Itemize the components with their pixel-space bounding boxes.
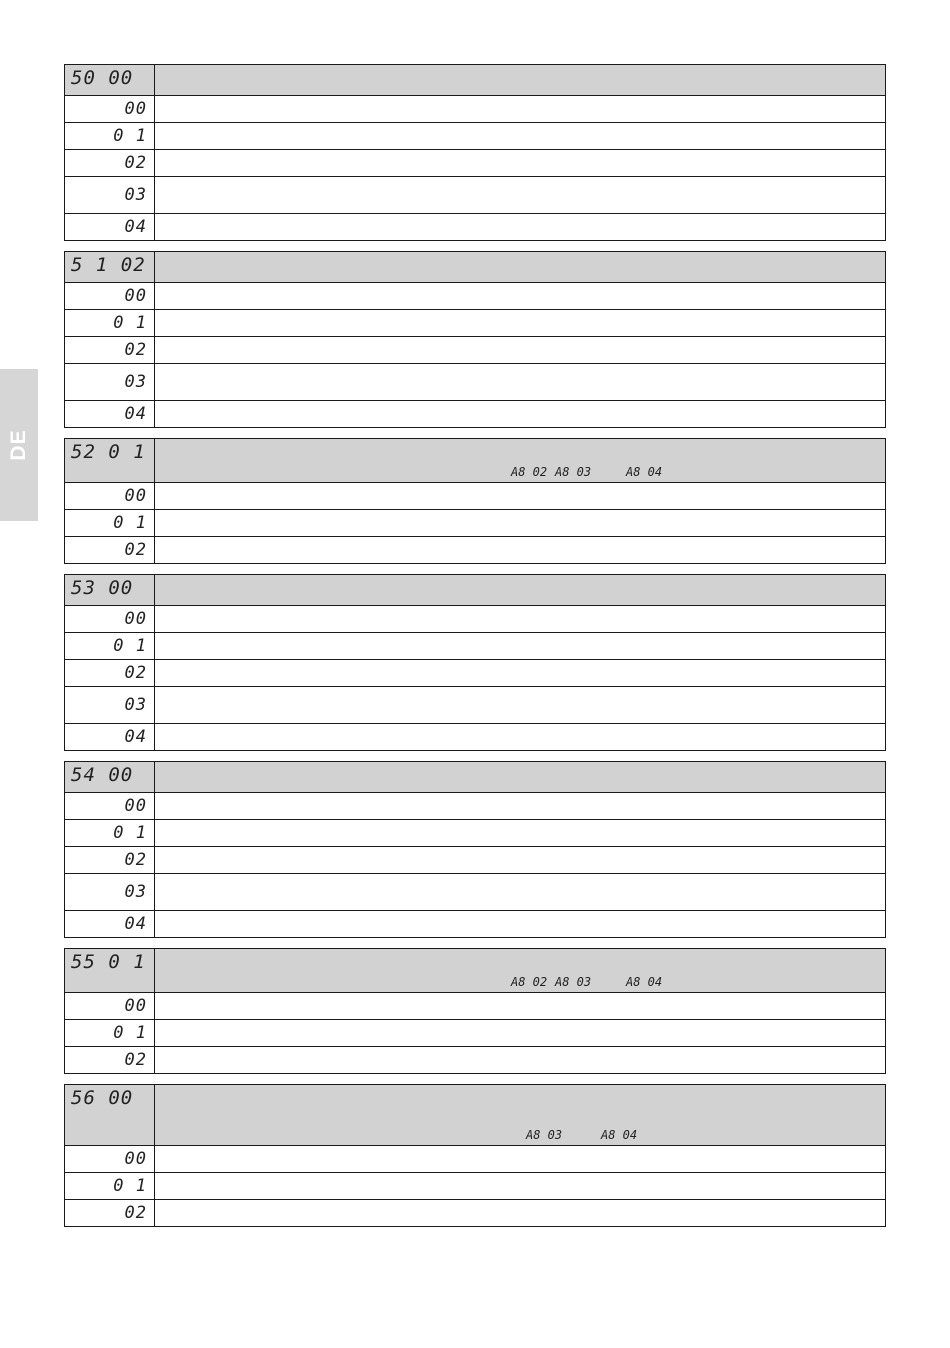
option-value: 0 1 (65, 1020, 155, 1047)
option-description (155, 1020, 886, 1047)
parameter-code: 53 00 (65, 575, 155, 606)
parameter-reference: A8 03 (526, 1128, 563, 1142)
option-row (65, 1200, 886, 1227)
option-value: 0 1 (65, 510, 155, 537)
option-description (155, 483, 886, 510)
option-description (155, 337, 886, 364)
parameter-description (155, 949, 886, 993)
option-row (65, 847, 886, 874)
option-value: 02 (65, 1047, 155, 1074)
option-description (155, 993, 886, 1020)
parameter-table (64, 948, 886, 1074)
option-description (155, 150, 886, 177)
option-row (65, 96, 886, 123)
option-description (155, 1173, 886, 1200)
option-row (65, 820, 886, 847)
parameter-description (155, 65, 886, 96)
language-tab (0, 369, 38, 521)
option-description (155, 214, 886, 241)
option-description (155, 874, 886, 911)
parameter-header-row (65, 575, 886, 606)
parameter-table (64, 574, 886, 751)
option-value: 02 (65, 1200, 155, 1227)
option-description (155, 606, 886, 633)
parameter-table (64, 251, 886, 428)
option-row (65, 1020, 886, 1047)
option-description (155, 537, 886, 564)
option-value: 00 (65, 283, 155, 310)
option-value: 03 (65, 687, 155, 724)
option-value: 02 (65, 150, 155, 177)
option-description (155, 820, 886, 847)
option-value: 00 (65, 96, 155, 123)
parameter-code: 52 0 1 (65, 439, 155, 483)
option-value: 0 1 (65, 310, 155, 337)
option-value: 03 (65, 874, 155, 911)
parameter-description (155, 439, 886, 483)
parameter-description (155, 252, 886, 283)
option-value: 00 (65, 993, 155, 1020)
option-value: 0 1 (65, 1173, 155, 1200)
option-row (65, 1173, 886, 1200)
option-value: 00 (65, 606, 155, 633)
parameter-tables (64, 64, 886, 1237)
parameter-header-row (65, 1085, 886, 1146)
option-row (65, 310, 886, 337)
option-description (155, 96, 886, 123)
option-row (65, 510, 886, 537)
option-description (155, 177, 886, 214)
option-row (65, 177, 886, 214)
option-value: 03 (65, 364, 155, 401)
option-description (155, 1146, 886, 1173)
option-row (65, 687, 886, 724)
parameter-table (64, 761, 886, 938)
option-value: 00 (65, 793, 155, 820)
option-row (65, 1146, 886, 1173)
option-value: 00 (65, 483, 155, 510)
option-description (155, 510, 886, 537)
option-description (155, 847, 886, 874)
parameter-header-row (65, 252, 886, 283)
parameter-description (155, 762, 886, 793)
option-value: 04 (65, 401, 155, 428)
parameter-header-row (65, 762, 886, 793)
option-value: 03 (65, 177, 155, 214)
option-row (65, 793, 886, 820)
parameter-reference: A8 03 (555, 975, 592, 989)
parameter-table (64, 438, 886, 564)
option-row (65, 537, 886, 564)
parameter-header-row (65, 949, 886, 993)
parameter-code: 56 00 (65, 1085, 155, 1146)
option-row (65, 660, 886, 687)
option-value: 04 (65, 724, 155, 751)
option-value: 04 (65, 911, 155, 938)
option-row (65, 911, 886, 938)
parameter-reference: A8 02 (511, 975, 548, 989)
option-row (65, 401, 886, 428)
option-value: 02 (65, 537, 155, 564)
option-description (155, 633, 886, 660)
parameter-header-row (65, 439, 886, 483)
parameter-description (155, 1085, 886, 1146)
option-row (65, 483, 886, 510)
option-value: 04 (65, 214, 155, 241)
option-value: 02 (65, 337, 155, 364)
option-value: 0 1 (65, 123, 155, 150)
parameter-header-row (65, 65, 886, 96)
option-description (155, 1047, 886, 1074)
parameter-reference: A8 04 (626, 465, 663, 479)
option-row (65, 214, 886, 241)
option-row (65, 150, 886, 177)
option-value: 02 (65, 847, 155, 874)
option-description (155, 310, 886, 337)
option-description (155, 687, 886, 724)
option-description (155, 793, 886, 820)
option-row (65, 874, 886, 911)
option-row (65, 633, 886, 660)
option-row (65, 1047, 886, 1074)
option-description (155, 123, 886, 150)
option-row (65, 364, 886, 401)
option-description (155, 364, 886, 401)
parameter-code: 55 0 1 (65, 949, 155, 993)
option-description (155, 911, 886, 938)
parameter-reference: A8 02 (511, 465, 548, 479)
parameter-reference: A8 03 (555, 465, 592, 479)
option-value: 02 (65, 660, 155, 687)
option-row (65, 724, 886, 751)
option-row (65, 337, 886, 364)
parameter-code: 54 00 (65, 762, 155, 793)
parameter-reference: A8 04 (626, 975, 663, 989)
parameter-code: 50 00 (65, 65, 155, 96)
option-row (65, 123, 886, 150)
parameter-reference: A8 04 (601, 1128, 638, 1142)
option-row (65, 606, 886, 633)
parameter-table (64, 64, 886, 241)
option-value: 00 (65, 1146, 155, 1173)
option-value: 0 1 (65, 633, 155, 660)
language-tab-label: DE (7, 429, 30, 461)
option-description (155, 1200, 886, 1227)
option-row (65, 993, 886, 1020)
option-value: 0 1 (65, 820, 155, 847)
option-row (65, 283, 886, 310)
option-description (155, 283, 886, 310)
parameter-table (64, 1084, 886, 1227)
parameter-description (155, 575, 886, 606)
parameter-code: 5 1 02 (65, 252, 155, 283)
option-description (155, 660, 886, 687)
option-description (155, 724, 886, 751)
option-description (155, 401, 886, 428)
